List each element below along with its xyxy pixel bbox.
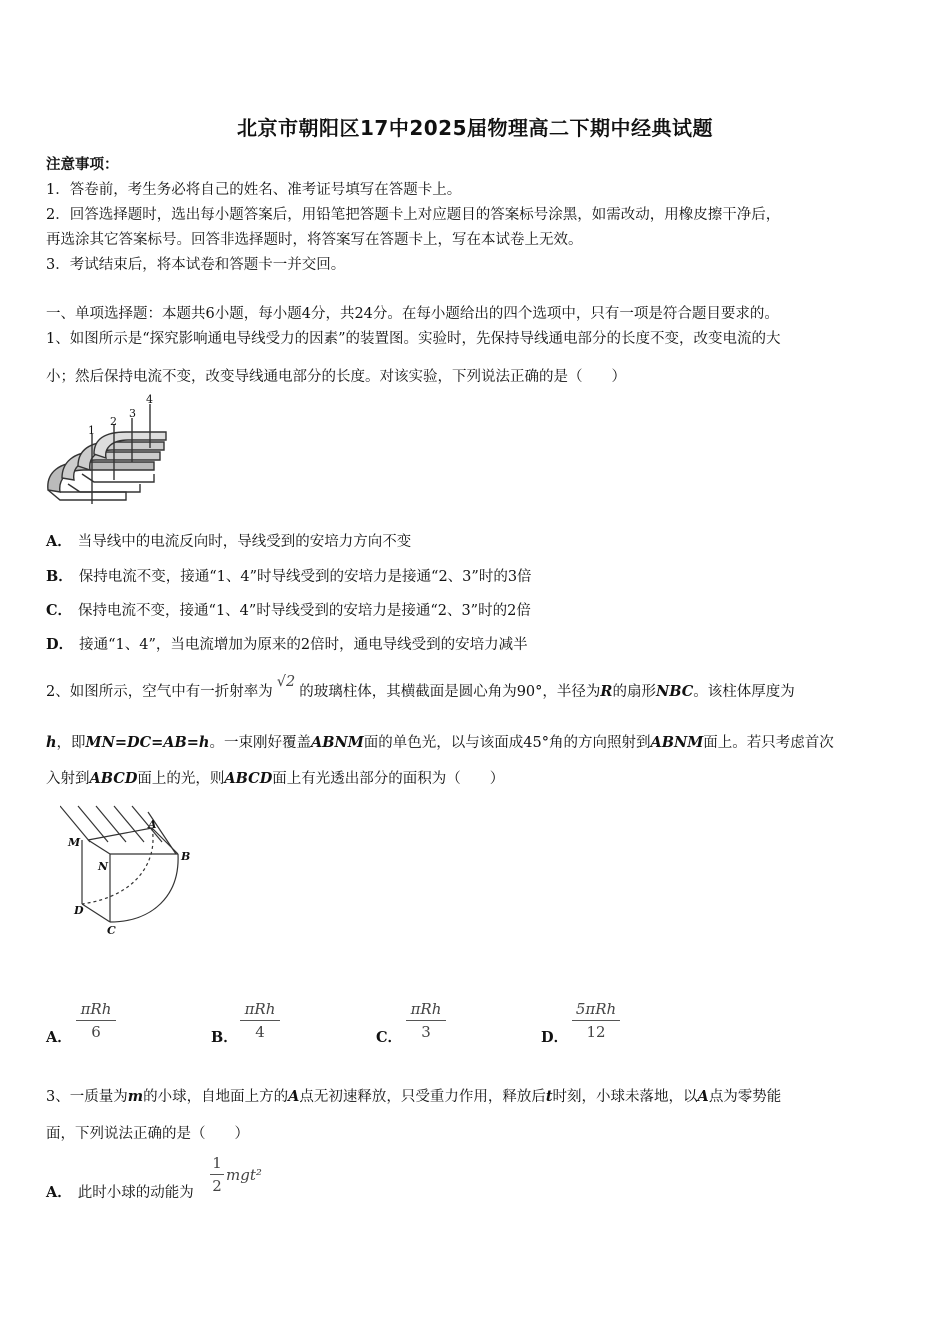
q2-figure-glass-prism bbox=[60, 800, 210, 940]
q1-option-c[interactable]: C． 保持电流不变，接通“1、4”时导线受到的安培力是接通“2、3”时的2倍 bbox=[46, 602, 531, 619]
figure-label: 1 bbox=[88, 424, 95, 437]
q2-choice-b-letter[interactable]: B． bbox=[211, 1029, 238, 1046]
notice-heading: 注意事项： bbox=[46, 156, 119, 173]
q3-option-a[interactable]: A． 此时小球的动能为 bbox=[46, 1184, 194, 1201]
figure-label: 4 bbox=[146, 393, 153, 406]
q2-choice-d-letter[interactable]: D． bbox=[541, 1029, 569, 1046]
notice-item: 3．考试结束后，将本试卷和答题卡一并交回。 bbox=[46, 257, 346, 273]
q2-stem-line2: h，即MN=DC=AB=h。一束刚好覆盖ABNM面的单色光，以与该面成45°角的方向照射到ABNM面上。若只考虑首次 bbox=[46, 734, 834, 751]
q3-stem-line2: 面，下列说法正确的是（ ） bbox=[46, 1126, 249, 1142]
notice-item: 1．答卷前，考生务必将自己的姓名、准考证号填写在答题卡上。 bbox=[46, 182, 462, 198]
q1-stem-line1: 1、如图所示是“探究影响通电导线受力的因素”的装置图。实验时，先保持导线通电部分的长度不变，改变电流的大 bbox=[46, 331, 781, 347]
q2-choice-c-letter[interactable]: C． bbox=[376, 1029, 403, 1046]
q2-choice-a-letter[interactable]: A． bbox=[46, 1029, 72, 1046]
figure-label: N bbox=[98, 860, 109, 873]
q2-choice-d[interactable]: 5πRh 12 bbox=[572, 1000, 620, 1041]
q3-stem-line1: 3、一质量为m的小球，自地面上方的A点无初速释放，只受重力作用，释放后t时刻，小球未落地，以A点为零势能 bbox=[46, 1088, 782, 1105]
figure-label: D bbox=[74, 904, 84, 917]
figure-label: 3 bbox=[129, 407, 136, 420]
q1-option-b[interactable]: B． 保持电流不变，接通“1、4”时导线受到的安培力是接通“2、3”时的3倍 bbox=[46, 568, 532, 585]
figure-label: B bbox=[181, 850, 191, 863]
q2-stem-line3: 入射到ABCD面上的光，则ABCD面上有光透出部分的面积为（ ） bbox=[46, 770, 505, 787]
q2-choice-c[interactable]: πRh 3 bbox=[406, 1000, 446, 1041]
q3-option-a-fraction: 1 2 bbox=[210, 1154, 224, 1195]
section-heading: 一、单项选择题：本题共6小题，每小题4分，共24分。在每小题给出的四个选项中，只有一项是符合题目要求的。 bbox=[46, 306, 779, 322]
notice-item: 再选涂其它答案标号。回答非选择题时，将答案写在答题卡上，写在本试卷上无效。 bbox=[46, 232, 583, 248]
figure-label: C bbox=[107, 924, 116, 937]
q3-option-a-expr: mgt² bbox=[226, 1166, 262, 1184]
q2-stem-line1: 2、如图所示，空气中有一折射率为√2的玻璃柱体，其横截面是圆心角为90°，半径为R的扇形NBC。该柱体厚度为 bbox=[46, 674, 795, 700]
notice-item: 2．回答选择题时，选出每小题答案后，用铅笔把答题卡上对应题目的答案标号涂黑，如需改动，用橡皮擦干净后， bbox=[46, 207, 781, 223]
q2-choice-b[interactable]: πRh 4 bbox=[240, 1000, 280, 1041]
figure-label: A bbox=[148, 818, 157, 831]
q2-choice-a[interactable]: πRh 6 bbox=[76, 1000, 116, 1041]
q1-option-a[interactable]: A． 当导线中的电流反向时，导线受到的安培力方向不变 bbox=[46, 533, 412, 550]
q1-figure-apparatus bbox=[42, 392, 172, 512]
page-title: 北京市朝阳区17中2025届物理高二下期中经典试题 bbox=[237, 116, 713, 140]
figure-label: 2 bbox=[110, 415, 117, 428]
figure-label: M bbox=[68, 836, 81, 849]
q1-stem-line2: 小；然后保持电流不变，改变导线通电部分的长度。对该实验，下列说法正确的是（ ） bbox=[46, 369, 626, 385]
q1-option-d[interactable]: D． 接通“1、4”，当电流增加为原来的2倍时，通电导线受到的安培力减半 bbox=[46, 636, 528, 653]
